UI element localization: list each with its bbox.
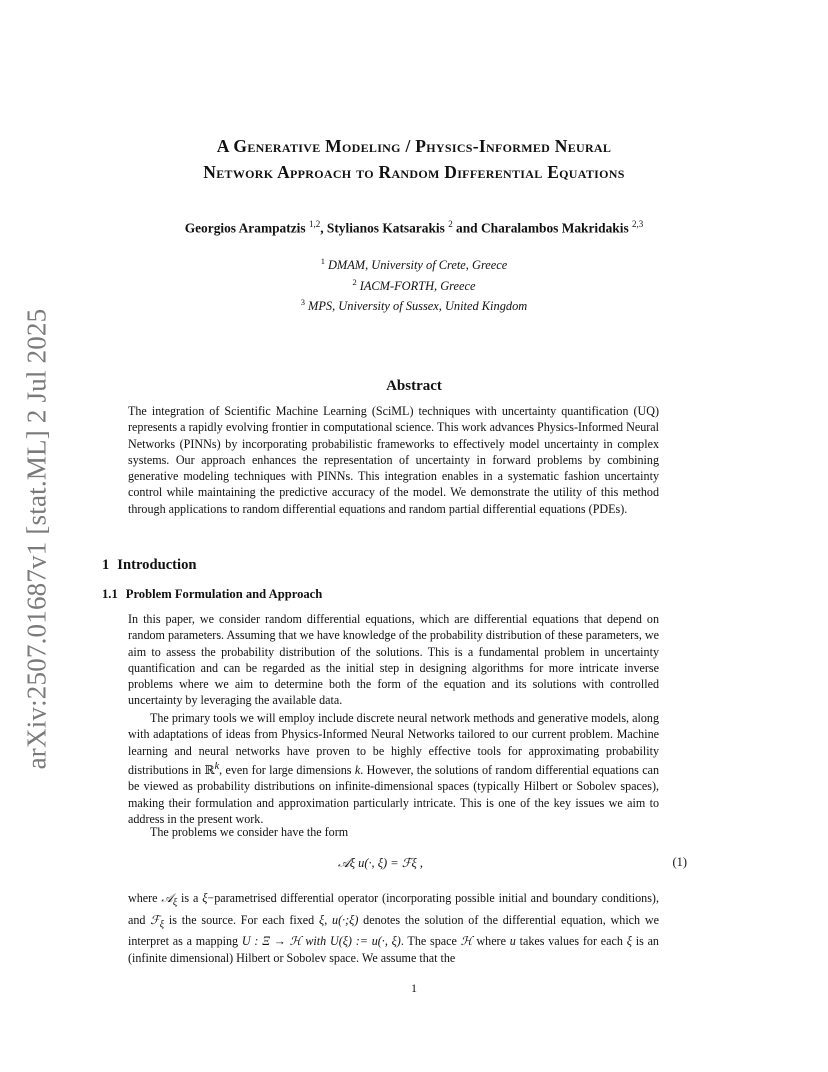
author-affil-mark: 2 (448, 219, 453, 229)
math-u-solution: u(·;ξ) (332, 912, 359, 927)
title-line-2: Network Approach to Random Differential Equations (203, 162, 625, 182)
affiliation-item: $^3$ MPS, University of Sussex, United Kingdom (300, 297, 528, 314)
math-F-xi: ℱ$_\xi$ (150, 912, 165, 931)
equation-number: (1) (672, 855, 687, 869)
subsection-heading (102, 587, 322, 602)
section-title: Introduction (117, 557, 197, 573)
math-xi: ξ (626, 934, 632, 949)
section-number: 1 (102, 557, 110, 573)
math-xi: ξ (319, 912, 325, 927)
subsection-number: 1.1 (102, 587, 118, 601)
math-xi: ξ (202, 891, 208, 905)
math-H: ℋ (460, 934, 473, 949)
affiliation-item: $^2$ IACM-FORTH, Greece (352, 276, 476, 293)
math-u: u (509, 934, 516, 949)
affiliation-item: $^1$ DMAM, University of Crete, Greece (320, 256, 508, 273)
author-name: Georgios Arampatzis (184, 220, 306, 236)
equation-body: 𝒜ξ u(·, ξ) = ℱξ , (338, 856, 423, 870)
page-number: 1 (411, 981, 417, 995)
subsection-title: Problem Formulation and Approach (125, 587, 323, 601)
author-list: Georgios Arampatzis $^{1,2}$, Stylianos Katsarakis $^2$ and Charalambos Makridakis $^{2,3}$ (184, 219, 644, 236)
author-affil-mark: 1,2 (308, 219, 321, 229)
author-name: Stylianos Katsarakis (326, 220, 445, 236)
title-line-1: A Generative Modeling / Physics-Informed Neural (216, 136, 612, 156)
display-equation (128, 855, 687, 875)
body-paragraph-3: The problems we consider have the form (150, 825, 349, 839)
math-Rk: ℝ$^k$ (204, 760, 220, 777)
arxiv-identifier-margin[interactable]: arXiv:2507.01687v1 [stat.ML] 2 Jul 2025 (21, 308, 52, 770)
author-name: Charalambos Makridakis (480, 220, 629, 236)
math-A-xi: 𝒜$_\xi$ (161, 891, 178, 909)
body-paragraph-2: The primary tools we will employ include discrete neural network methods and generative models, along with adaptations of ideas from Physics-Informed Neural Networks tailored to our current problem. Machine learning and neural networks have proven to be highly effective tools for approximating probability distributions in ℝ$^k$, even for large dimensions k. However, the solutions of random differential equations can be viewed as probability distributions on infinite-dimensional spaces (typically Hilbert or Sobolev spaces), making their formulation and approximation particularly intricate. This is one of the key issues we aim to address in the present work. (128, 711, 659, 826)
affiliation-list (100, 253, 728, 315)
math-k: k (354, 762, 361, 777)
body-paragraph-1: In this paper, we consider random differential equations, which are differential equations that depend on random parameters. Assuming that we have knowledge of the probability distribution of these parameters, we aim to assess the probability distribution of the solutions. This is a fundamental problem in uncertainty quantification and can be regarded as the initial step in designing algorithms for more intricate inverse problems where we aim to determine both the form of the equation and its solutions with controlled uncertainty by leveraging the available data. (128, 612, 659, 708)
section-heading (102, 557, 197, 574)
abstract-text: The integration of Scientific Machine Learning (SciML) techniques with uncertainty quantification (UQ) represents a rapidly evolving frontier in computational science. This work advances Physics-Informed Neural Networks (PINNs) by incorporating probabilistic frameworks to effectively model uncertainty in complex systems. Our approach enhances the representation of uncertainty in forward problems by combining generative modeling techniques with PINNs. This integration enables in a systematic fashion uncertainty control while maintaining the predictive accuracy of the model. We demonstrate the utility of this method through applications to random differential equations and random partial differential equations (PDEs). (128, 404, 659, 516)
abstract-heading: Abstract (386, 378, 442, 394)
math-mapping: U : Ξ → ℋ with U(ξ) := u(·, ξ) (241, 934, 401, 949)
author-affil-mark: 2,3 (632, 219, 644, 229)
paper-title (100, 133, 728, 185)
body-paragraph-4: where 𝒜$_\xi$ is a ξ−parametrised differential operator (incorporating possible initial and boundary conditions), and ℱ$_\xi$ is the source. For each fixed ξ, u(·;ξ) denotes the solution of the differential equation, which we interpret as a mapping U : Ξ → ℋ with U(ξ) := u(·, ξ). The space ℋ where u takes values for each ξ is an (infinite dimensional) Hilbert or Sobolev space. We assume that the (128, 891, 659, 965)
